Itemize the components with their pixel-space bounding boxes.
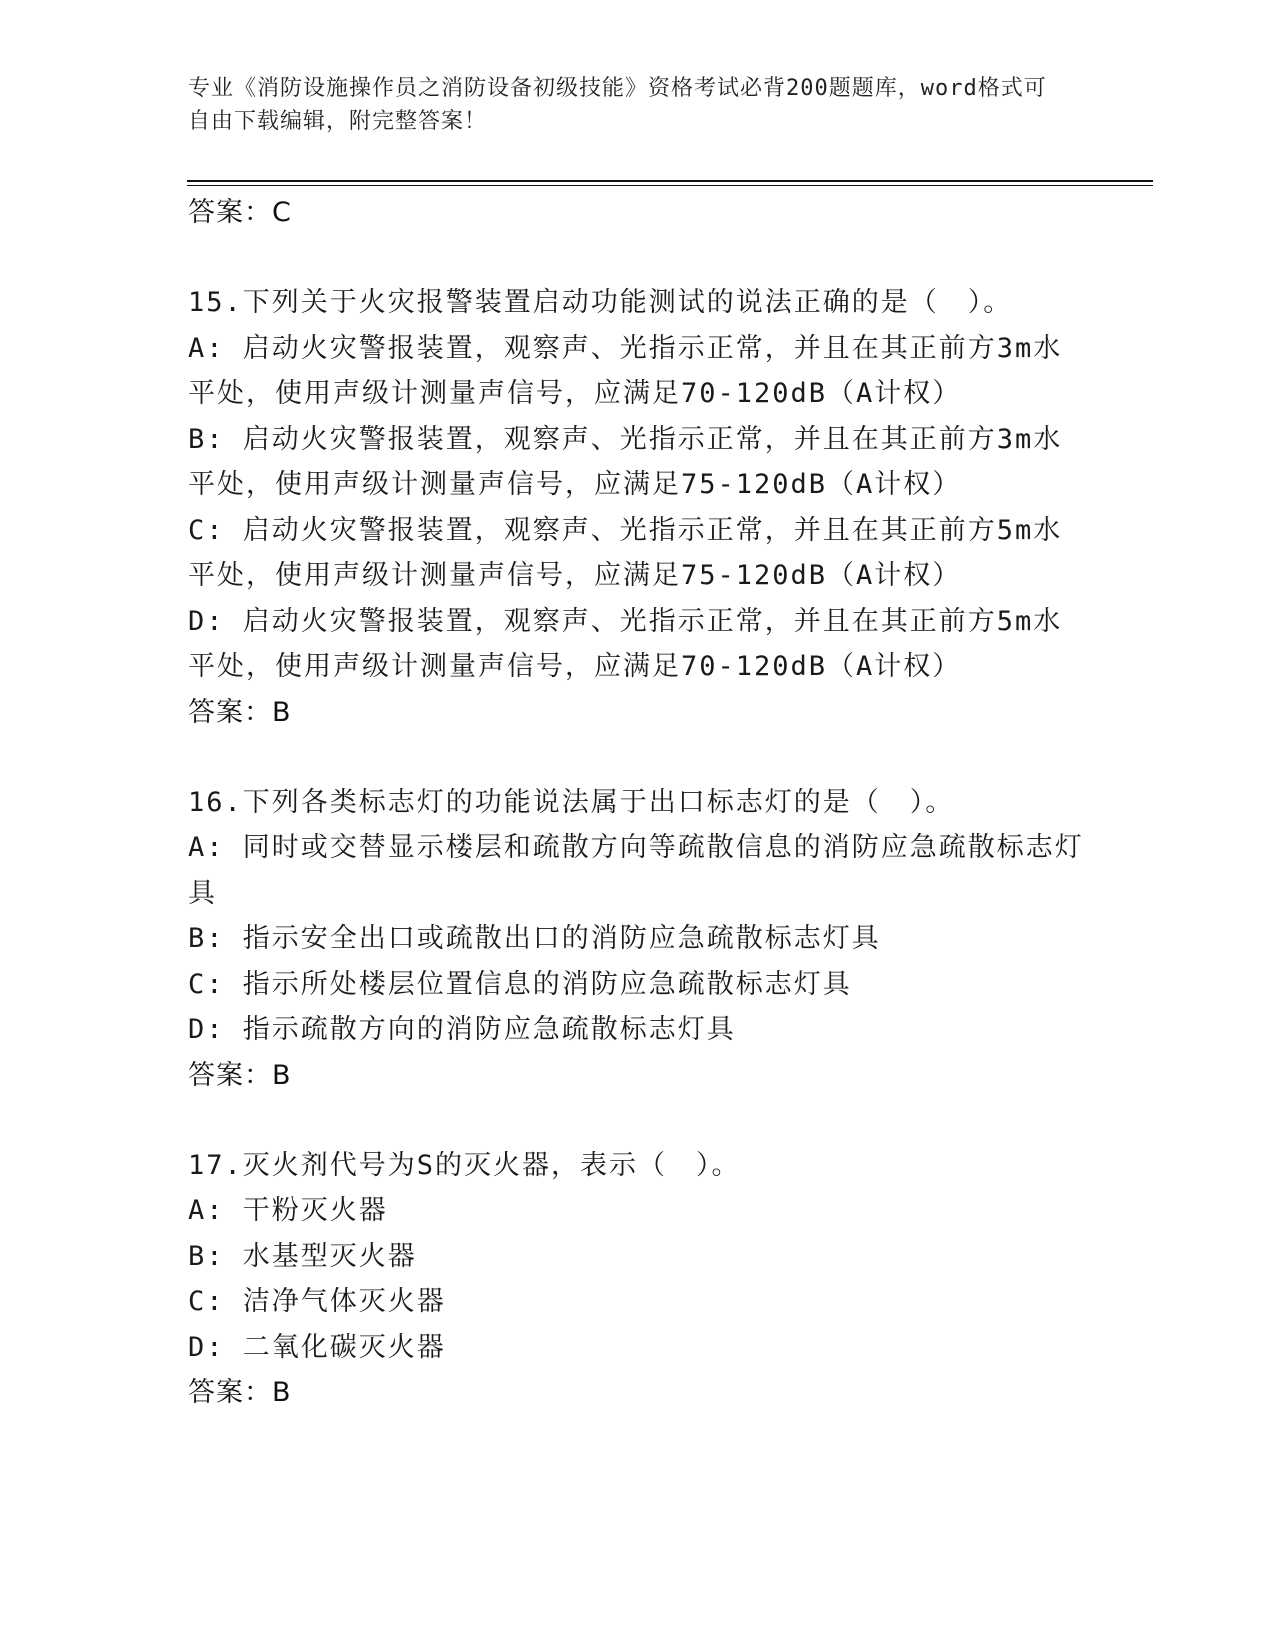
question-17-option-c: C: 洁净气体灭火器 <box>188 1286 446 1317</box>
spacer <box>188 1098 1088 1143</box>
previous-answer: 答案：C <box>188 197 292 228</box>
question-17-option-b: B: 水基型灭火器 <box>188 1240 417 1272</box>
question-17-option-a: A: 干粉灭火器 <box>188 1195 388 1226</box>
question-17-answer: 答案：B <box>188 1377 292 1408</box>
question-15-answer: 答案：B <box>188 696 292 728</box>
question-15 <box>188 280 1088 735</box>
question-15-option-c: C: 启动火灾警报装置，观察声、光指示正常，并且在其正前方5m水平处，使用声级计测量声信号，应满足75-120dB（A计权） <box>188 514 1063 591</box>
question-16-text: 16.下列各类标志灯的功能说法属于出口标志灯的是（ ）。 <box>188 786 955 818</box>
question-17-text: 17.灭火剂代号为S的灭火器，表示（ ）。 <box>188 1149 741 1181</box>
spacer <box>188 235 1088 280</box>
header-rule-thick <box>187 180 1153 182</box>
question-content <box>188 190 1088 1415</box>
question-16-option-a: A: 同时或交替显示楼层和疏散方向等疏散信息的消防应急疏散标志灯具 <box>188 832 1084 909</box>
question-15-option-a: A: 启动火灾警报装置，观察声、光指示正常，并且在其正前方3m水平处，使用声级计测量声信号，应满足70-120dB（A计权） <box>188 332 1063 409</box>
spacer <box>188 735 1088 780</box>
question-16-option-b: B: 指示安全出口或疏散出口的消防应急疏散标志灯具 <box>188 923 881 954</box>
question-15-option-b: B: 启动火灾警报装置，观察声、光指示正常，并且在其正前方3m水平处，使用声级计测量声信号，应满足75-120dB（A计权） <box>188 423 1063 500</box>
question-16-option-d: D: 指示疏散方向的消防应急疏散标志灯具 <box>188 1014 736 1045</box>
question-15-option-d: D: 启动火灾警报装置，观察声、光指示正常，并且在其正前方5m水平处，使用声级计测量声信号，应满足70-120dB（A计权） <box>188 605 1063 682</box>
question-17 <box>188 1143 1088 1416</box>
question-17-option-d: D: 二氧化碳灭火器 <box>188 1331 446 1363</box>
question-15-text: 15.下列关于火灾报警装置启动功能测试的说法正确的是（ ）。 <box>188 287 1013 318</box>
question-16 <box>188 780 1088 1098</box>
question-16-option-c: C: 指示所处楼层位置信息的消防应急疏散标志灯具 <box>188 968 852 1000</box>
question-16-answer: 答案：B <box>188 1059 292 1091</box>
header-rule-thin <box>187 185 1153 186</box>
page-header-text: 专业《消防设施操作员之消防设备初级技能》资格考试必背200题题库，word格式可自由下载编辑，附完整答案！ <box>188 76 1047 134</box>
